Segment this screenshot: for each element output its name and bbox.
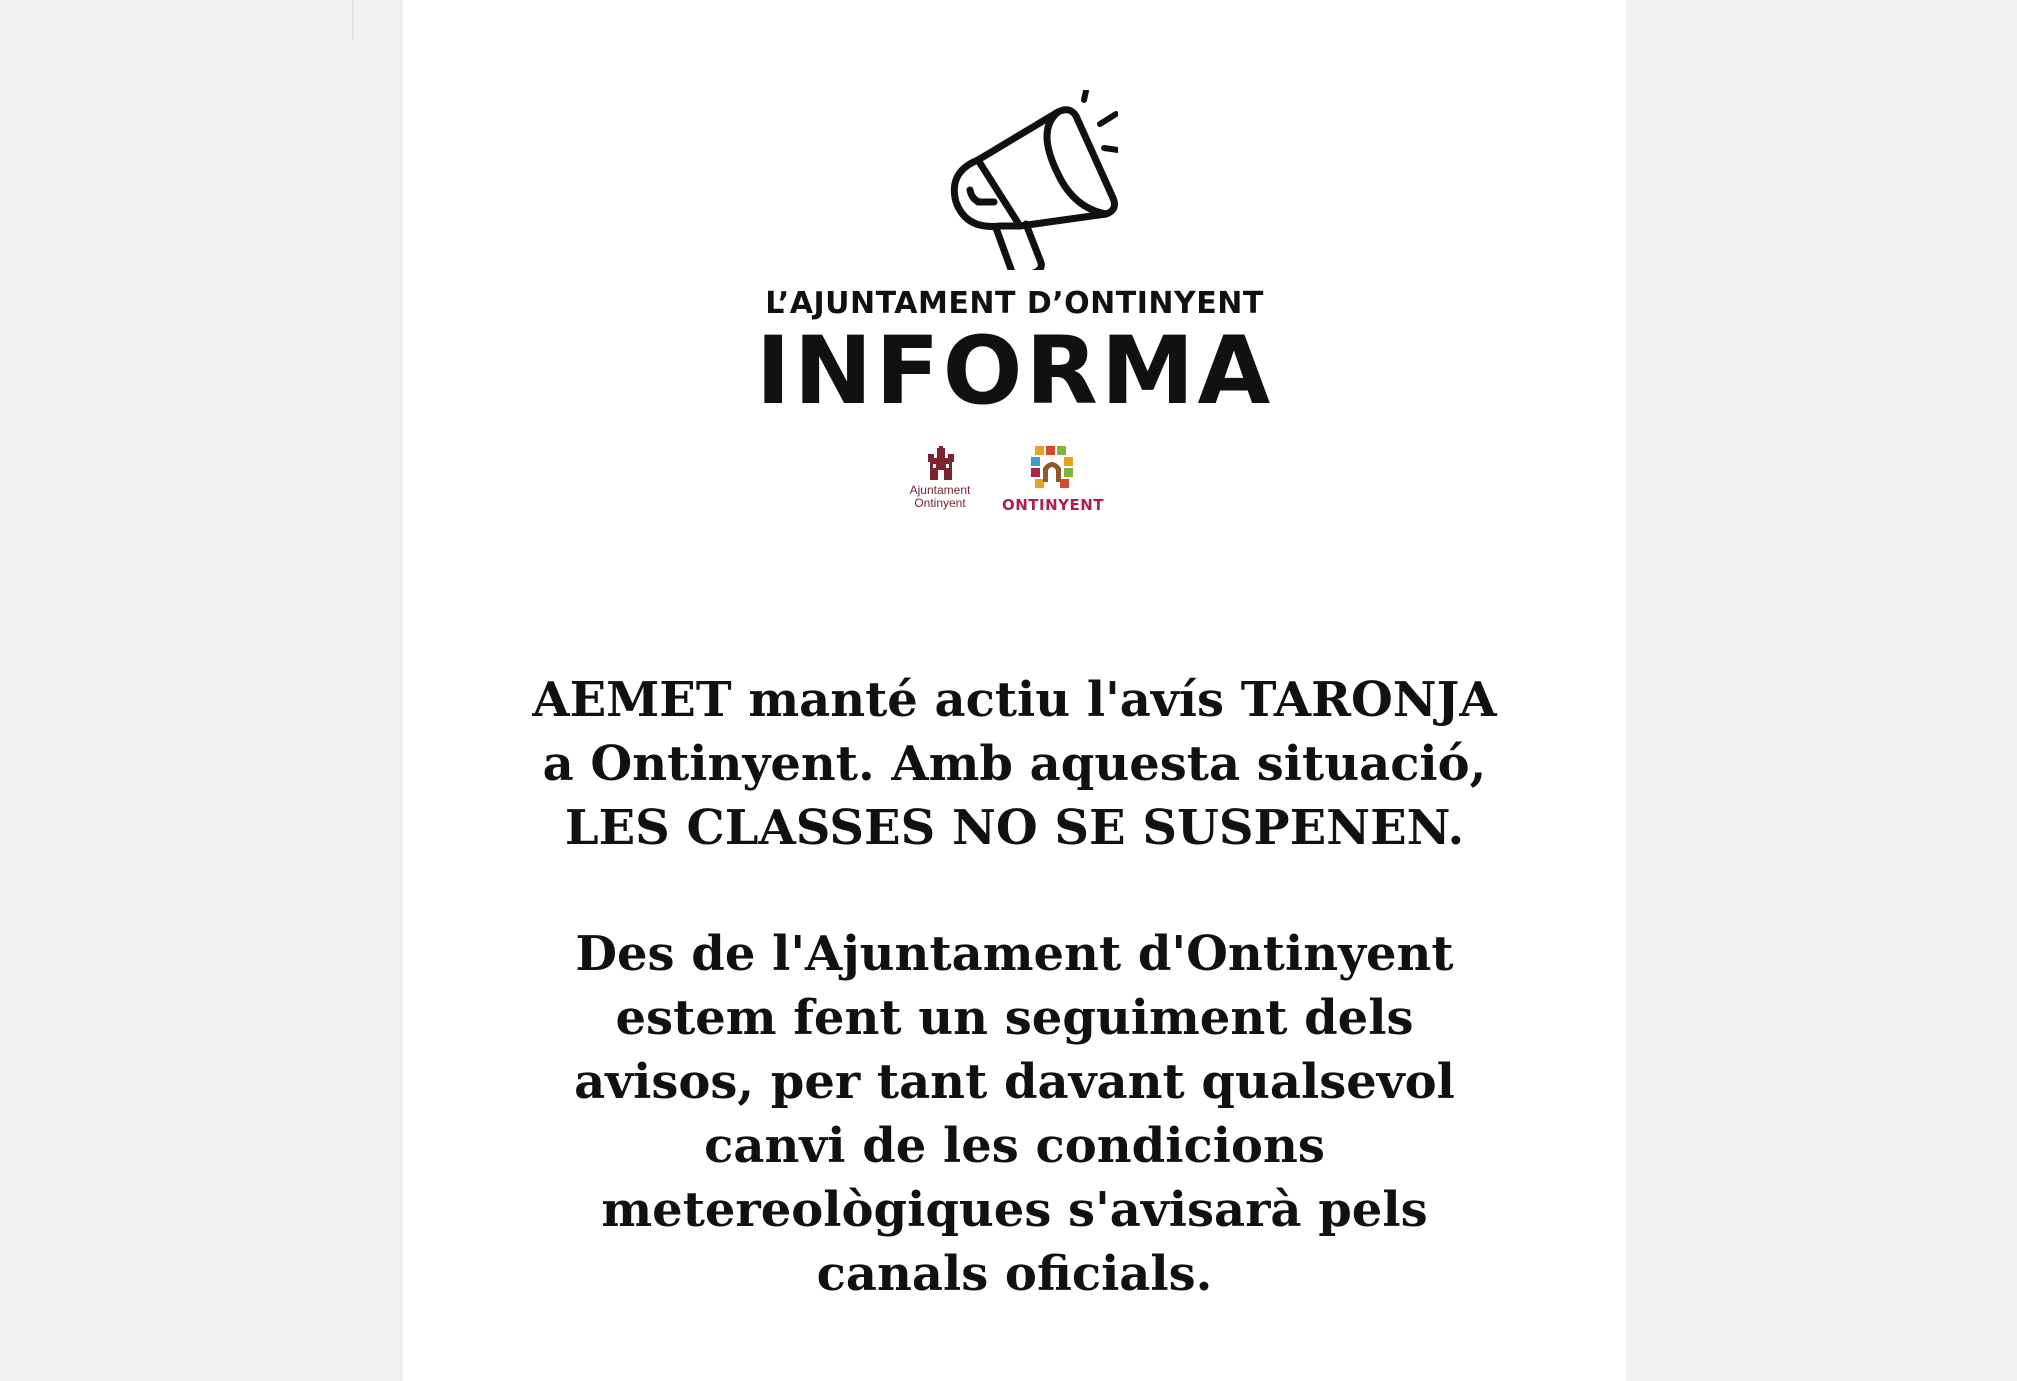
ontinyent-mosaic-icon [1031, 446, 1075, 490]
ajuntament-logo-line1: Ajuntament [909, 483, 971, 497]
notice-line: Des de l'Ajuntament d'Ontinyent [575, 926, 1454, 982]
notice-line: a Ontinyent. Amb aquesta situació, [542, 736, 1487, 792]
notice-paragraph-1 [403, 668, 1626, 860]
background-divider [352, 0, 354, 40]
castle-icon [926, 446, 956, 480]
ontinyent-logo-label: ONTINYENT [1001, 496, 1105, 514]
notice-line: LES CLASSES NO SE SUSPENEN. [564, 800, 1465, 856]
page-title: INFORMA [755, 317, 1274, 426]
notice-line: canvi de les condicions [704, 1118, 1325, 1174]
logos-row [900, 446, 1120, 518]
ajuntament-logo-line2: Ontinyent [914, 496, 966, 510]
notice-line: canals oficials. [816, 1246, 1213, 1302]
megaphone-icon [908, 90, 1118, 270]
notice-line: metereològiques s'avisarà pels [601, 1182, 1428, 1238]
ajuntament-logo [900, 446, 980, 518]
notice-line: avisos, per tant davant qualsevol [574, 1054, 1455, 1110]
notice-line: AEMET manté actiu l'avís TARONJA [532, 672, 1497, 728]
ontinyent-logo [998, 446, 1108, 518]
notice-paragraph-2 [403, 922, 1626, 1306]
announcement-card [403, 0, 1626, 1381]
notice-line: estem fent un seguiment dels [615, 990, 1414, 1046]
organization-subtitle: L’AJUNTAMENT D’ONTINYENT [765, 286, 1264, 321]
